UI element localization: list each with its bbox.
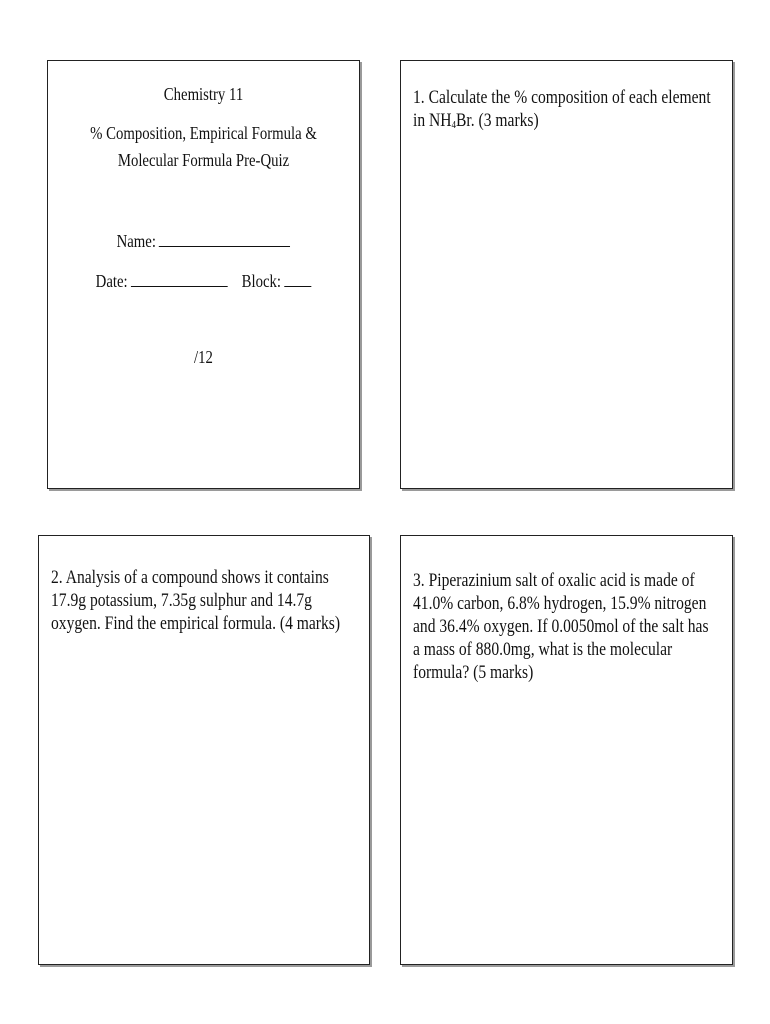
question-2-text: 2. Analysis of a compound shows it contains 17.9g potassium, 7.35g sulphur and 14.7g oxygen. Find the empirical formula. (4 marks) <box>51 567 341 634</box>
name-label: Name: <box>116 231 156 251</box>
date-block-row <box>76 269 331 292</box>
question-3-card <box>400 535 733 965</box>
course-title: Chemistry 11 <box>163 84 244 104</box>
question-1-text: 1. Calculate the % composition of each element in $NH_4Br$. (3 marks) <box>413 87 711 131</box>
subscript-4: 4 <box>451 119 457 131</box>
cover-card <box>47 60 360 489</box>
date-label: Date: <box>95 271 128 291</box>
name-blank[interactable] <box>159 229 290 247</box>
question-1-card <box>400 60 733 489</box>
name-row <box>76 229 331 252</box>
score-total: /12 <box>194 347 213 367</box>
quiz-title-line-1: % Composition, Empirical Formula & <box>90 123 317 143</box>
block-label: Block: <box>241 271 281 291</box>
date-blank[interactable] <box>131 269 228 287</box>
block-blank[interactable] <box>284 269 311 287</box>
question-3-text: 3. Piperazinium salt of oxalic acid is made of 41.0% carbon, 6.8% hydrogen, 15.9% nitrogen and 36.4% oxygen. If 0.0050mol of the salt has a mass of 880.0mg, what is the molecular formula? (5 marks) <box>413 570 709 683</box>
quiz-title-line-2: Molecular Formula Pre-Quiz <box>117 150 290 170</box>
question-2-card <box>38 535 370 965</box>
